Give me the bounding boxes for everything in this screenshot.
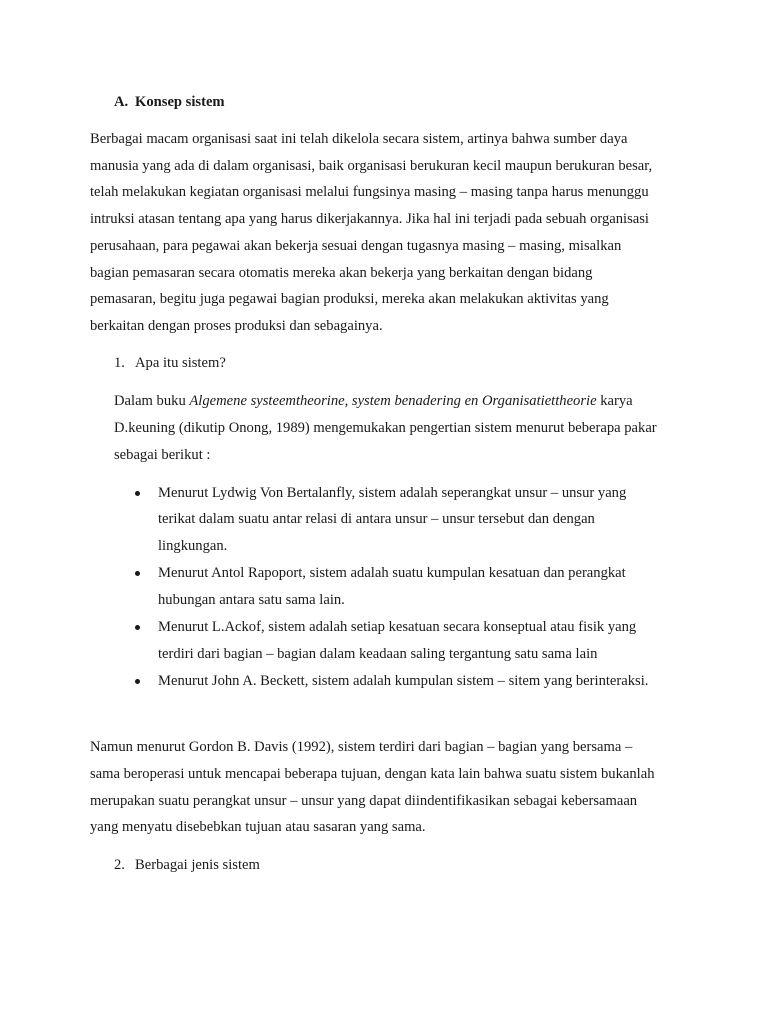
paragraph-line: telah melakukan kegiatan organisasi melalui fungsinya masing – masing tanpa harus menunggu	[90, 184, 649, 200]
paragraph-line: bagian pemasaran secara otomatis mereka akan bekerja yang berkaitan dengan bidang	[90, 265, 593, 281]
paragraph-line: sebagai berikut :	[114, 447, 211, 463]
paragraph-line	[114, 392, 633, 410]
bullet-line: terdiri dari bagian – bagian dalam keadaan saling tergantung satu sama lain	[158, 646, 598, 662]
paragraph-line: manusia yang ada di dalam organisasi, baik organisasi berukuran kecil maupun berukuran besar,	[90, 158, 653, 174]
paragraph-line: intruksi atasan tentang apa yang harus dikerjakannya. Jika hal ini terjadi pada sebuah organisasi	[90, 211, 649, 227]
paragraph-line: sama beroperasi untuk mencapai beberapa tujuan, dengan kata lain bahwa suatu sistem bukanlah	[90, 766, 655, 782]
paragraph-line: pemasaran, begitu juga pegawai bagian produksi, mereka akan melakukan aktivitas yang	[90, 291, 609, 307]
list-item-marker: 2.	[114, 857, 125, 873]
bullet-dot	[135, 625, 140, 630]
bullet-dot	[135, 491, 140, 496]
paragraph-line: D.keuning (dikutip Onong, 1989) mengemukakan pengertian sistem menurut beberapa pakar	[114, 420, 657, 436]
bullet-line: hubungan antara satu sama lain.	[158, 592, 345, 608]
bullet-line: Menurut Lydwig Von Bertalanfly, sistem adalah seperangkat unsur – unsur yang	[158, 485, 627, 501]
bullet-line: terikat dalam suatu antar relasi di antara unsur – unsur tersebut dan dengan	[158, 511, 595, 527]
list-item-title: Berbagai jenis sistem	[135, 857, 260, 873]
paragraph-line: berkaitan dengan proses produksi dan sebagainya.	[90, 318, 383, 334]
text-suffix: karya	[596, 393, 633, 409]
section-marker: A.	[114, 94, 129, 110]
paragraph-line: perusahaan, para pegawai akan bekerja sesuai dengan tugasnya masing – masing, misalkan	[90, 238, 622, 254]
bullet-line: lingkungan.	[158, 538, 228, 554]
bullet-dot	[135, 571, 140, 576]
bullet-dot	[135, 679, 140, 684]
section-title: Konsep sistem	[135, 94, 225, 110]
bullet-line: Menurut Antol Rapoport, sistem adalah suatu kumpulan kesatuan dan perangkat	[158, 565, 626, 581]
book-title: Algemene systeemtheorine, system benadering en Organisatiettheorie	[189, 393, 597, 409]
paragraph-line: yang menyatu disebebkan tujuan atau sasaran yang sama.	[90, 819, 426, 835]
list-item-marker: 1.	[114, 355, 125, 371]
text-prefix: Dalam buku	[114, 393, 190, 409]
bullet-line: Menurut L.Ackof, sistem adalah setiap kesatuan secara konseptual atau fisik yang	[158, 619, 637, 635]
paragraph-line: merupakan suatu perangkat unsur – unsur yang dapat diindentifikasikan sebagai kebersamaan	[90, 793, 638, 809]
paragraph-line: Berbagai macam organisasi saat ini telah dikelola secara sistem, artinya bahwa sumber daya	[90, 131, 628, 147]
paragraph-line: Namun menurut Gordon B. Davis (1992), sistem terdiri dari bagian – bagian yang bersama –	[90, 739, 633, 755]
list-item-title: Apa itu sistem?	[135, 355, 226, 371]
bullet-line: Menurut John A. Beckett, sistem adalah kumpulan sistem – sitem yang berinteraksi.	[158, 673, 649, 689]
